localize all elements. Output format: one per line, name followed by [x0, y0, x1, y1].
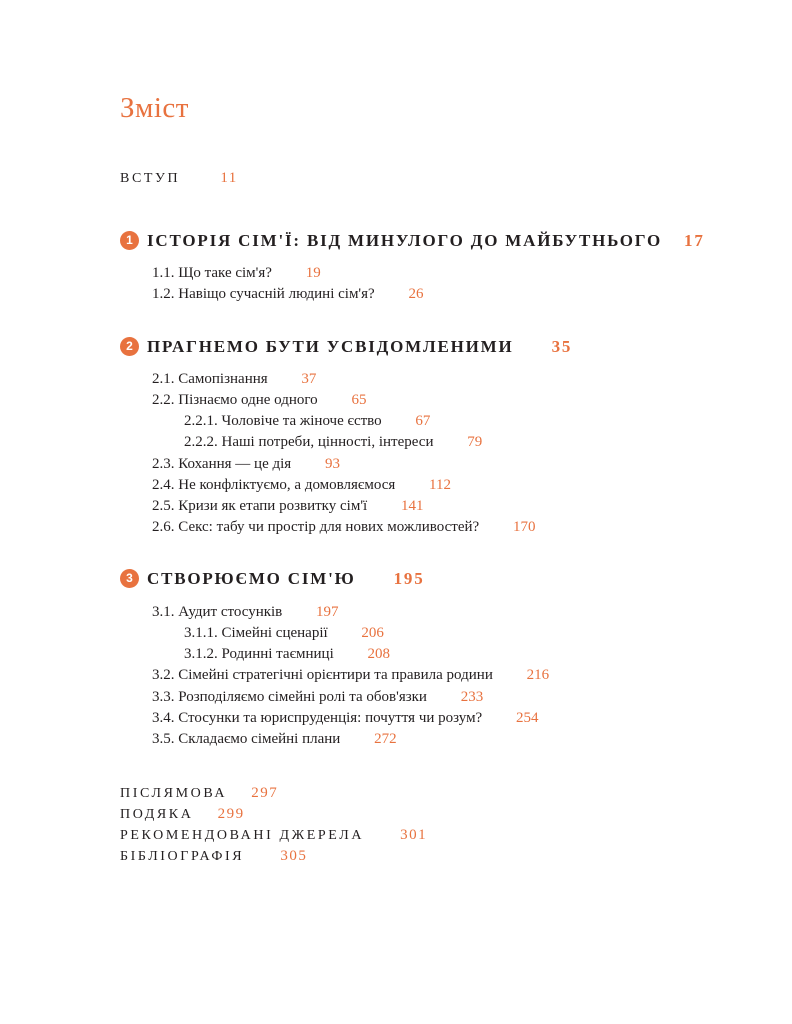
- chapter-page: 17: [684, 231, 705, 250]
- toc-entry[interactable]: [184, 434, 482, 451]
- toc-entry[interactable]: [152, 265, 321, 282]
- chapter-heading-3[interactable]: [120, 569, 425, 589]
- chapter-badge: 3: [120, 569, 139, 588]
- toc-entry-label: 3.1.2. Родинні таємниці: [184, 646, 334, 662]
- toc-entry-page: 67: [415, 413, 431, 429]
- toc-entry[interactable]: [152, 477, 451, 494]
- toc-entry-label: 2.2. Пізнаємо одне одного: [152, 392, 318, 408]
- toc-entry-page: 93: [324, 456, 340, 472]
- chapter-page: 35: [551, 337, 573, 356]
- toc-entry-page: 305: [280, 848, 308, 864]
- toc-entry-page: 141: [400, 498, 424, 514]
- toc-entry-page: 208: [367, 646, 390, 662]
- toc-entry-page: 37: [301, 371, 317, 387]
- toc-entry-page: 19: [305, 265, 321, 281]
- chapter-heading-2[interactable]: [120, 337, 572, 357]
- chapter-title: СТВОРЮЄМО СІМ'Ю: [147, 569, 356, 588]
- toc-entry-page: 297: [251, 785, 279, 801]
- toc-entry[interactable]: [152, 689, 483, 706]
- toc-entry-intro[interactable]: [120, 170, 238, 187]
- chapter-title: ІСТОРІЯ СІМ'Ї: ВІД МИНУЛОГО ДО МАЙБУТНЬОГО: [147, 231, 662, 250]
- toc-entry-page: 79: [467, 434, 483, 450]
- toc-entry-page: 170: [512, 519, 536, 535]
- toc-entry-page: 197: [316, 604, 339, 620]
- toc-entry-label: ПІСЛЯМОВА: [120, 786, 228, 801]
- toc-entry-page: 26: [408, 286, 424, 302]
- toc-entry-bibliography[interactable]: [120, 848, 307, 865]
- toc-entry-page: 216: [526, 667, 550, 683]
- toc-entry[interactable]: [184, 413, 430, 430]
- toc-entry[interactable]: [184, 646, 390, 663]
- chapter-badge: 1: [120, 231, 139, 250]
- toc-entry-label: 2.2.2. Наші потреби, цінності, інтереси: [184, 434, 434, 450]
- toc-entry-label: 3.2. Сімейні стратегічні орієнтири та правила родини: [152, 667, 493, 683]
- toc-entry[interactable]: [152, 519, 535, 536]
- toc-entry[interactable]: [152, 667, 549, 684]
- toc-entry-recommended-sources[interactable]: [120, 827, 427, 844]
- toc-entry-label: 3.5. Складаємо сімейні плани: [152, 731, 341, 747]
- toc-entry-page: 272: [374, 731, 397, 747]
- toc-entry-page: 299: [217, 806, 245, 822]
- toc-entry[interactable]: [152, 498, 423, 515]
- toc-entry-label: БІБЛІОГРАФІЯ: [120, 849, 245, 864]
- page-title: Зміст: [120, 92, 189, 124]
- chapter-heading-1[interactable]: [120, 231, 705, 251]
- toc-entry-label: 3.4. Стосунки та юриспруденція: почуття чи розум?: [152, 710, 483, 726]
- toc-entry-label: 2.1. Самопізнання: [152, 371, 268, 387]
- toc-entry[interactable]: [152, 371, 316, 388]
- toc-entry[interactable]: [152, 286, 423, 303]
- toc-entry-label: 1.2. Навіщо сучасній людині сім'я?: [152, 286, 375, 302]
- toc-entry-label: 1.1. Що таке сім'я?: [152, 265, 272, 281]
- toc-entry-label: ПОДЯКА: [120, 807, 194, 822]
- toc-entry-page: 206: [361, 625, 384, 641]
- toc-entry[interactable]: [184, 625, 384, 642]
- toc-entry-page: 233: [460, 689, 484, 705]
- toc-entry[interactable]: [152, 731, 397, 748]
- toc-entry-label: 2.4. Не конфліктуємо, а домовляємося: [152, 477, 396, 493]
- toc-entry[interactable]: [152, 604, 339, 621]
- toc-entry-label: РЕКОМЕНДОВАНІ ДЖЕРЕЛА: [120, 828, 365, 843]
- toc-entry-acknowledgements[interactable]: [120, 806, 245, 823]
- toc-entry[interactable]: [152, 456, 340, 473]
- toc-entry-page: 11: [220, 170, 238, 186]
- toc-entry-afterword[interactable]: [120, 785, 278, 802]
- toc-entry-label: 2.2.1. Чоловіче та жіноче єство: [184, 413, 382, 429]
- toc-entry-label: 3.1.1. Сімейні сценарії: [184, 625, 328, 641]
- toc-entry-page: 65: [351, 392, 367, 408]
- toc-entry-label: 2.6. Секс: табу чи простір для нових можливостей?: [152, 519, 480, 535]
- toc-entry-label: ВСТУП: [120, 171, 181, 186]
- toc-entry-label: 3.3. Розподіляємо сімейні ролі та обов'язки: [152, 689, 427, 705]
- toc-entry-label: 2.5. Кризи як етапи розвитку сім'ї: [152, 498, 368, 514]
- chapter-page: 195: [393, 569, 425, 588]
- toc-entry-page: 112: [429, 477, 451, 493]
- toc-entry-page: 301: [400, 827, 428, 843]
- chapter-title: ПРАГНЕМО БУТИ УСВІДОМЛЕНИМИ: [147, 337, 514, 356]
- toc-entry-label: 2.3. Кохання — це дія: [152, 456, 292, 472]
- chapter-badge: 2: [120, 337, 139, 356]
- toc-entry-page: 254: [515, 710, 539, 726]
- toc-entry[interactable]: [152, 710, 538, 727]
- toc-entry-label: 3.1. Аудит стосунків: [152, 604, 283, 620]
- toc-entry[interactable]: [152, 392, 366, 409]
